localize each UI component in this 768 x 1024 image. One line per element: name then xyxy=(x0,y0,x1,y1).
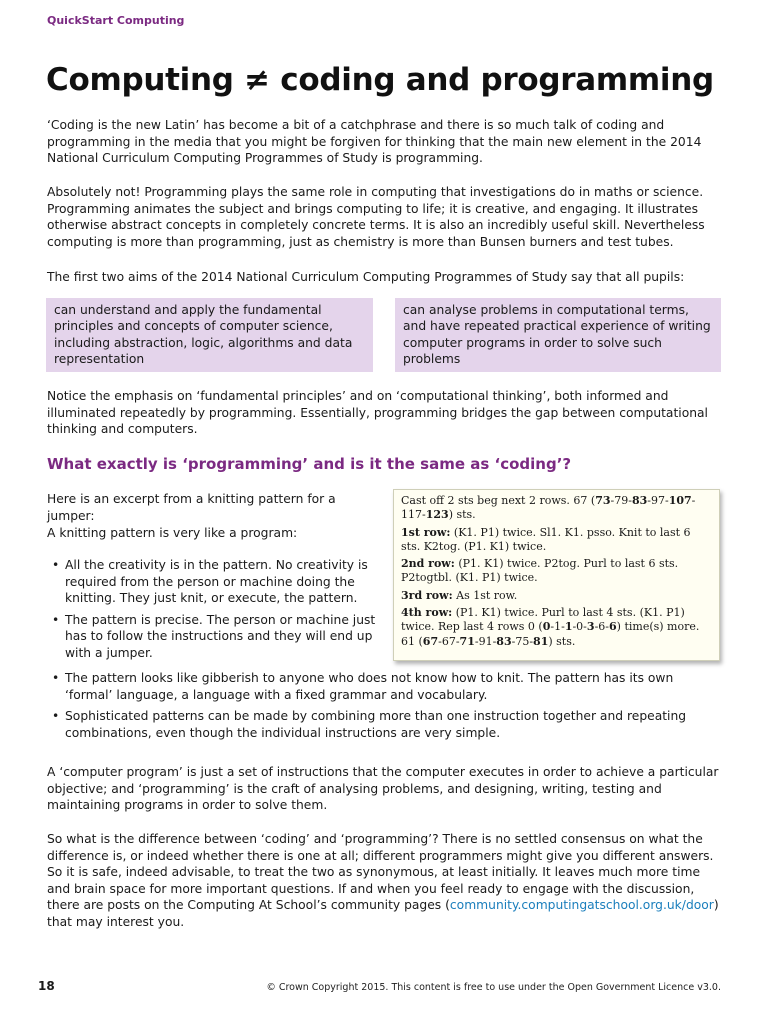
pattern-row-4: 4th row: (P1. K1) twice. Purl to last 4 sts. (K1. P1) twice. Rep last 4 rows 0 (0-1-1-0-3-6-6) time(s) more. 61 (67-67-71-91-83-75-81) sts. xyxy=(401,606,700,648)
list-item: • All the creativity is in the pattern. No creativity is required from the person or machine doing the knitting. They just knit, or execute, the pattern. xyxy=(52,557,382,607)
running-header: QuickStart Computing xyxy=(47,14,185,27)
list-item: • The pattern is precise. The person or machine just has to follow the instructions and they will end up with a jumper. xyxy=(52,612,382,662)
knitting-analogy: A knitting pattern is very like a program: xyxy=(47,526,298,540)
intro-paragraph-3: The first two aims of the 2014 National Curriculum Computing Programmes of Study say that all pupils: xyxy=(47,270,685,284)
knitting-intro: Here is an excerpt from a knitting pattern for a jumper: xyxy=(47,492,336,523)
analogy-bullets-wide xyxy=(52,670,722,746)
section-subheading: What exactly is ‘programming’ and is it the same as ‘coding’? xyxy=(47,455,572,473)
intro-paragraph-2: Absolutely not! Programming plays the same role in computing that investigations do in maths or science. Programming animates the subject and brings computing to life; it is creative, and engaging. It illustrates otherwise abstract concepts in completely concrete terms. It is also an incredibly useful skill. Nevertheless computing is more than programming, just as chemistry is more than Bunsen burners and test tubes. xyxy=(47,185,705,249)
pattern-row-3: 3rd row: As 1st row. xyxy=(401,588,518,602)
list-item: • The pattern looks like gibberish to anyone who does not know how to knit. The pattern has its own ‘formal’ language, a language with a fixed grammar and vocabulary. xyxy=(52,670,722,703)
notice-paragraph: Notice the emphasis on ‘fundamental principles’ and on ‘computational thinking’, both informed and illuminated repeatedly by programming. Essentially, programming bridges the gap between computational thinking and computers. xyxy=(47,389,708,437)
pattern-line-cast-off: Cast off 2 sts beg next 2 rows. 67 (73-79-83-97-107-117-123) sts. xyxy=(401,494,696,522)
page-title: Computing ≠ coding and programming xyxy=(46,62,714,98)
program-definition: A ‘computer program’ is just a set of instructions that the computer executes in order to achieve a particular objective; and ‘programming’ is the craft of analysing problems, and designing, writing, testing and maintaining programs in order to solve them. xyxy=(47,765,719,813)
community-link[interactable]: community.computingatschool.org.uk/door xyxy=(449,898,714,913)
intro-paragraph-1: ‘Coding is the new Latin’ has become a bit of a catchphrase and there is so much talk of coding and programming in the media that you might be forgiven for thinking that the main new element in the 2014 National Curriculum Computing Programmes of Study is programming. xyxy=(47,118,702,166)
pattern-row-2: 2nd row: (P1. K1) twice. P2tog. Purl to last 6 sts. P2togtbl. (K1. P1) twice. xyxy=(401,557,679,585)
list-item: • Sophisticated patterns can be made by combining more than one instruction together and repeating combinations, even though the individual instructions are very simple. xyxy=(52,708,722,741)
knitting-pattern-excerpt xyxy=(393,489,720,661)
page-number: 18 xyxy=(38,979,55,993)
aim-box-right: can analyse problems in computational terms, and have repeated practical experience of writing computer programs in order to solve such problems xyxy=(395,298,721,372)
aim-box-left: can understand and apply the fundamental principles and concepts of computer science, including abstraction, logic, algorithms and data representation xyxy=(46,298,373,372)
pattern-row-1: 1st row: (K1. P1) twice. Sl1. K1. psso. Knit to last 6 sts. K2tog. (P1. K1) twice. xyxy=(401,525,691,553)
coding-vs-programming: So what is the difference between ‘coding’ and ‘programming’? There is no settled consensus on what the difference is, or indeed whether there is one at all; different programmers might give you different answers. So it is safe, indeed advisable, to treat the two as synonymous, at least initially. It leaves much more time and brain space for more important questions. If and when you feel ready to engage with the discussion, there are posts on the Computing At School’s community pages (community.computingatschool.org.uk/door) that may interest you. xyxy=(47,832,719,929)
analogy-bullets-narrow xyxy=(52,557,382,667)
copyright-footer: © Crown Copyright 2015. This content is free to use under the Open Government Licence v3.0. xyxy=(266,982,721,993)
